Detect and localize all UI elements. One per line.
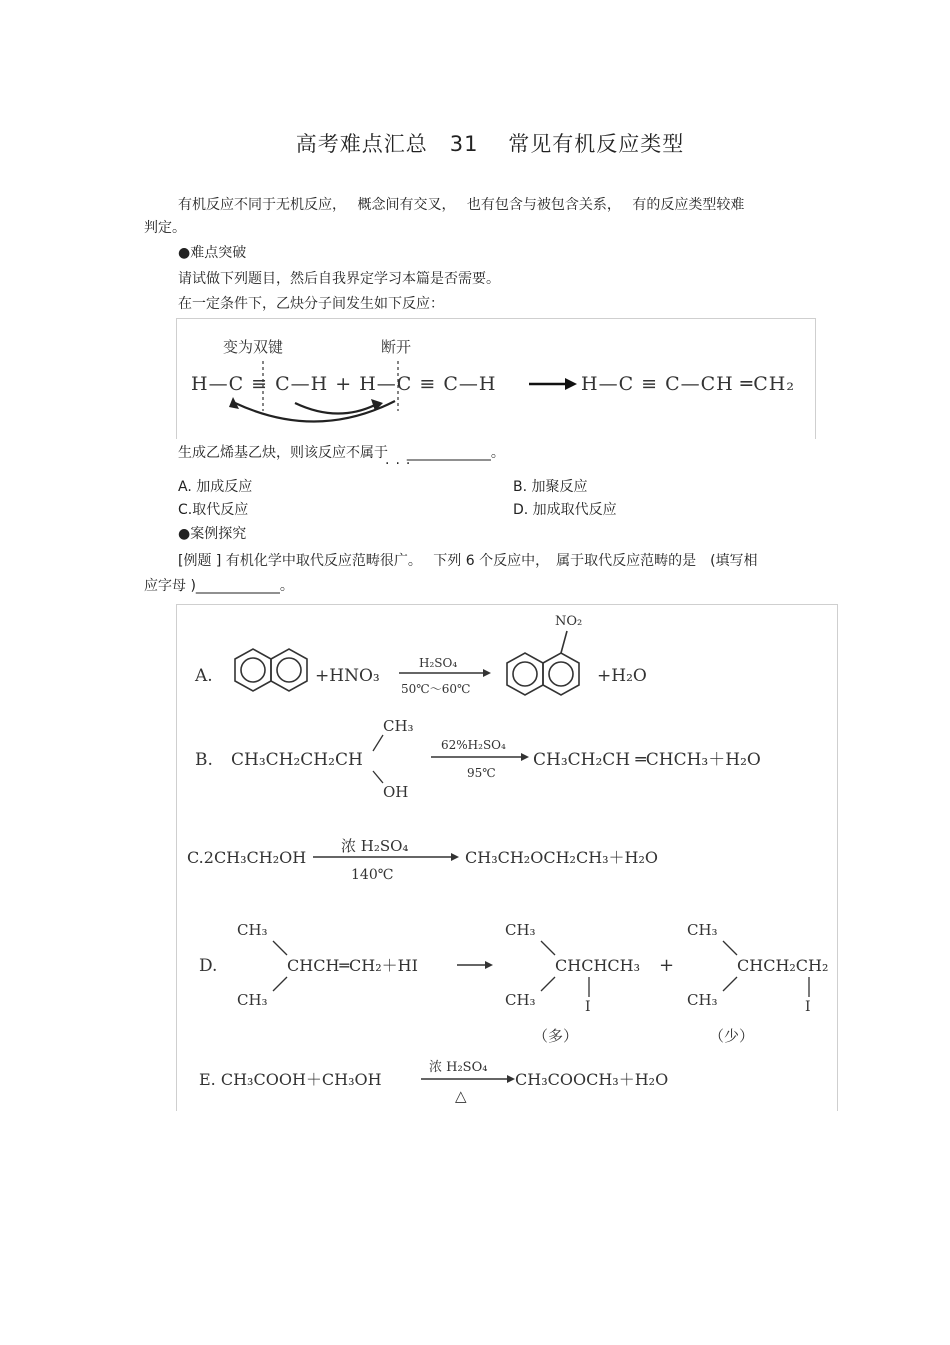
option-d: D. 加成取代反应 — [513, 502, 617, 518]
reaction-b-label: B. — [195, 750, 213, 770]
nitronaphthalene-product — [507, 631, 579, 695]
d-plus: + — [659, 955, 675, 976]
condition-b-bottom: 95℃ — [467, 766, 496, 780]
d-product1-ch3-top: CH₃ — [505, 921, 536, 939]
condition-c-top: 浓 H₂SO₄ — [341, 837, 409, 855]
reaction-b — [195, 717, 761, 801]
condition-e-top: 浓 H₂SO₄ — [429, 1060, 488, 1075]
d-product2-ch3-bottom: CH₃ — [687, 991, 718, 1009]
example-line-2: 应字母 )____________。 — [144, 578, 294, 594]
option-a: A. 加成反应 — [178, 479, 253, 495]
reactant-e: E. CH₃COOH＋CH₃OH — [199, 1070, 382, 1089]
option-c: C.取代反应 — [178, 502, 249, 518]
question-text — [178, 443, 505, 463]
product-d-major: CHCHCH₃ — [555, 956, 640, 975]
reaction-e — [199, 1060, 668, 1105]
condition-a-top: H₂SO₄ — [419, 656, 458, 670]
example-line-1: [例题 ] 有机化学中取代反应范畴很广。 下列 6 个反应中， 属于取代反应范畴的是 (填写相 — [178, 553, 758, 569]
acetylene-reaction-figure — [176, 318, 816, 439]
product-c: CH₃CH₂OCH₂CH₃＋H₂O — [465, 848, 659, 867]
condition-e-bottom: △ — [455, 1087, 467, 1105]
section-heading-case-study: ●案例探究 — [178, 526, 247, 542]
branch-b-ch3: CH₃ — [383, 717, 414, 735]
naphthalene-reactant — [235, 649, 307, 691]
d-product1-iodine: I — [585, 999, 591, 1015]
reaction-a — [194, 614, 647, 696]
intro-line-1: 有机反应不同于无机反应， 概念间有交叉， 也有包含与被包含关系， 有的反应类型较难 — [178, 197, 745, 213]
reaction-c — [187, 837, 658, 883]
branch-b-oh: OH — [383, 783, 409, 801]
product-e: CH₃COOCH₃＋H₂O — [515, 1070, 669, 1089]
d-product1-ch3-bottom: CH₃ — [505, 991, 536, 1009]
condition-a-bottom: 50℃～60℃ — [401, 682, 471, 696]
product-b: CH₃CH₂CH ═CHCH₃＋H₂O — [533, 750, 761, 770]
label-break: 断开 — [381, 338, 412, 356]
reaction-d-label: D. — [199, 956, 218, 976]
d-product2-ch3-top: CH₃ — [687, 921, 718, 939]
condition-b-top: 62%H₂SO₄ — [441, 738, 506, 752]
question-stem: 生成乙烯基乙炔，则该反应不属于 — [178, 445, 388, 461]
section-heading-difficulty: ●难点突破 — [178, 245, 247, 261]
reactant-b: CH₃CH₂CH₂CH — [231, 750, 363, 770]
emphasis-dots: ··· — [385, 456, 417, 472]
answer-blank: ____________。 — [406, 445, 505, 461]
reagent-hno3: +HNO₃ — [315, 666, 380, 686]
reaction-a-label: A. — [195, 666, 213, 686]
instruction-text: 请试做下列题目，然后自我界定学习本篇是否需要。 — [178, 271, 500, 287]
option-b: B. 加聚反应 — [513, 479, 588, 495]
reactant-c: C.2CH₃CH₂OH — [187, 848, 307, 867]
intro-line-2: 判定。 — [144, 220, 186, 236]
d-reactant-ch3-top: CH₃ — [237, 921, 268, 939]
note-minor: （少） — [709, 1027, 755, 1045]
page-title: 高考难点汇总 31 常见有机反应类型 — [295, 132, 685, 156]
reactant-acetylenes: H—C ≡ C—H + H—C ≡ C—H — [191, 373, 497, 395]
product-a-water: +H₂O — [597, 666, 647, 686]
question-lead: 在一定条件下，乙炔分子间发生如下反应： — [178, 296, 444, 312]
substituent-no2: NO₂ — [555, 614, 583, 629]
label-becomes-double-bond: 变为双键 — [223, 338, 284, 356]
condition-c-bottom: 140℃ — [351, 867, 394, 883]
reaction-d — [199, 921, 828, 1045]
product-d-minor: CHCH₂CH₂ — [737, 956, 829, 975]
d-product2-iodine: I — [805, 999, 811, 1015]
product-vinylacetylene: H—C ≡ C—CH ═CH₂ — [581, 373, 795, 395]
reactions-figure — [176, 604, 838, 1111]
note-major: （多） — [533, 1027, 579, 1045]
d-reactant-ch3-bottom: CH₃ — [237, 991, 268, 1009]
reactant-d: CHCH═CH₂＋HI — [287, 956, 418, 975]
